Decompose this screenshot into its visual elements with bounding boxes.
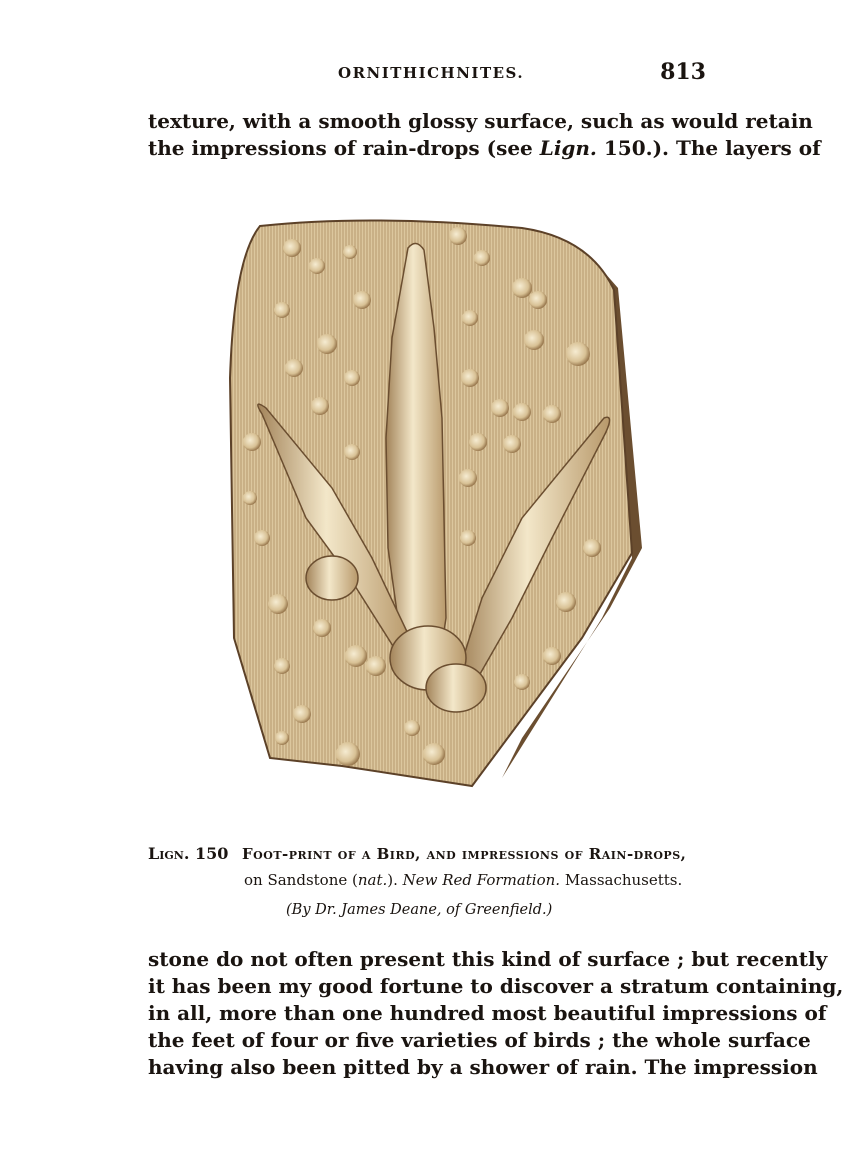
page-number: 813: [660, 59, 706, 85]
text-line: the feet of four or five varieties of birds ; the whole surface: [148, 1028, 811, 1052]
figure-label: Lign. 150: [148, 844, 229, 863]
text-fragment-italic: Lign.: [539, 136, 597, 160]
text-line: texture, with a smooth glossy surface, such as would retain: [148, 109, 813, 133]
text-line: in all, more than one hundred most beautiful impressions of: [148, 1001, 827, 1025]
page-header: [148, 59, 710, 92]
figure-title: Foot-print of a Bird, and impressions of Rain-drops,: [242, 845, 687, 863]
text-line: having also been pitted by a shower of rain. The impression: [148, 1055, 818, 1079]
fossil-slab-drawing: [222, 218, 650, 790]
text-line: it has been my good fortune to discover a stratum containing,: [148, 974, 844, 998]
text-line: stone do not often present this kind of surface ; but recently: [148, 947, 828, 971]
subtitle-fragment: on Sandstone (: [244, 871, 358, 889]
subtitle-fragment-italic: New Red Formation.: [402, 871, 561, 889]
figure-credit: (By Dr. James Deane, of Greenfield.): [286, 902, 553, 918]
subtitle-fragment-italic: nat.: [357, 871, 388, 889]
text-fragment: the impressions of rain-drops (see: [148, 136, 540, 160]
text-fragment: 150.). The layers of: [596, 136, 821, 160]
subtitle-fragment: ).: [387, 871, 403, 889]
running-head: ORNITHICHNITES.: [338, 64, 525, 82]
subtitle-fragment: Massachusetts.: [560, 871, 683, 889]
footprint-illustration: [222, 218, 650, 790]
text-line: [148, 135, 821, 162]
top-paragraph: [148, 108, 821, 162]
figure-subtitle: [244, 868, 682, 892]
bottom-paragraph: [148, 946, 844, 1081]
